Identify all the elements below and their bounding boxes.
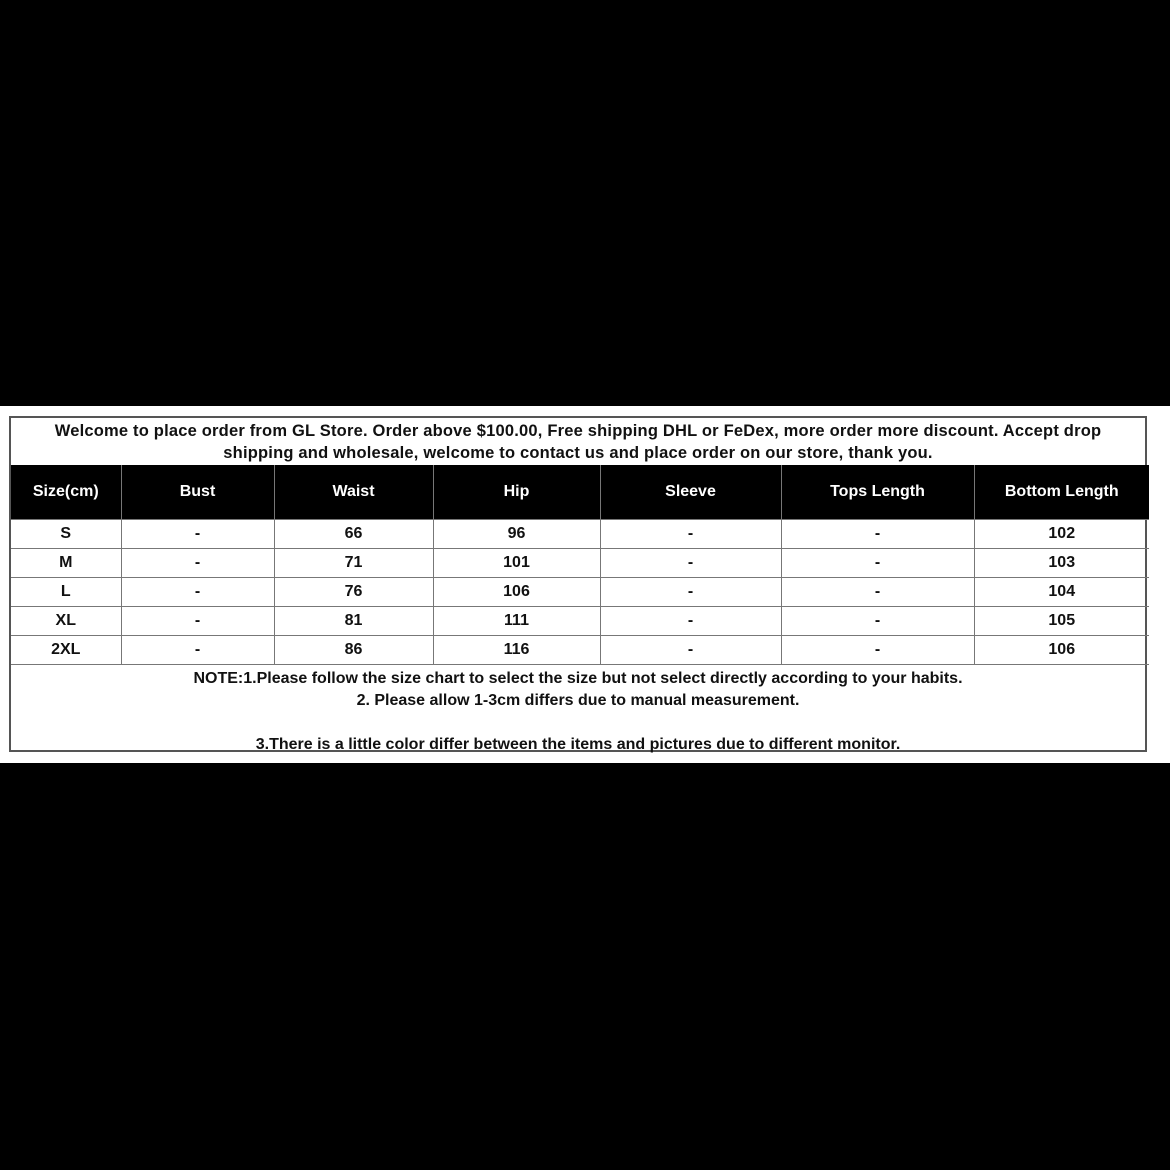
sleeve-cell: - (600, 549, 781, 578)
sleeve-cell: - (600, 520, 781, 549)
note-spacer (11, 712, 1145, 734)
notes-section (11, 668, 1145, 756)
bust-cell: - (121, 578, 274, 607)
bust-cell: - (121, 636, 274, 665)
sleeve-cell: - (600, 607, 781, 636)
column-header-hip: Hip (433, 465, 600, 520)
hip-cell: 96 (433, 520, 600, 549)
table-row (11, 607, 1149, 636)
bust-cell: - (121, 549, 274, 578)
column-header-sleeve: Sleeve (600, 465, 781, 520)
size-cell: S (11, 520, 121, 549)
note-2: 2. Please allow 1-3cm differs due to manual measurement. (356, 692, 800, 709)
table-header-row (11, 465, 1149, 520)
bust-cell: - (121, 520, 274, 549)
tops-length-cell: - (781, 549, 974, 578)
tops-length-cell: - (781, 607, 974, 636)
waist-cell: 66 (274, 520, 433, 549)
size-table (11, 465, 1149, 665)
tops-length-cell: - (781, 520, 974, 549)
sleeve-cell: - (600, 578, 781, 607)
bust-cell: - (121, 607, 274, 636)
table-row (11, 578, 1149, 607)
column-header-bottom-length: Bottom Length (974, 465, 1149, 520)
waist-cell: 81 (274, 607, 433, 636)
bottom-length-cell: 106 (974, 636, 1149, 665)
hip-cell: 116 (433, 636, 600, 665)
size-cell: 2XL (11, 636, 121, 665)
size-chart-panel (0, 406, 1170, 763)
column-header-bust: Bust (121, 465, 274, 520)
waist-cell: 71 (274, 549, 433, 578)
bottom-length-cell: 104 (974, 578, 1149, 607)
bottom-length-cell: 103 (974, 549, 1149, 578)
size-cell: XL (11, 607, 121, 636)
hip-cell: 111 (433, 607, 600, 636)
table-row (11, 549, 1149, 578)
hip-cell: 106 (433, 578, 600, 607)
table-row (11, 636, 1149, 665)
welcome-banner: Welcome to place order from GL Store. Order above $100.00, Free shipping DHL or FeDex, more order more discount. Accept drop shipping and wholesale, welcome to contact us and place order on our store, thank you. (54, 421, 1102, 462)
note-3: 3.There is a little color differ between the items and pictures due to different monitor. (255, 736, 901, 753)
note-1: NOTE:1.Please follow the size chart to select the size but not select directly according to your habits. (193, 670, 963, 687)
tops-length-cell: - (781, 636, 974, 665)
sleeve-cell: - (600, 636, 781, 665)
column-header-tops-length: Tops Length (781, 465, 974, 520)
column-header-size: Size(cm) (11, 465, 121, 520)
tops-length-cell: - (781, 578, 974, 607)
bottom-length-cell: 102 (974, 520, 1149, 549)
column-header-waist: Waist (274, 465, 433, 520)
waist-cell: 86 (274, 636, 433, 665)
size-chart-frame (9, 416, 1147, 752)
hip-cell: 101 (433, 549, 600, 578)
size-cell: L (11, 578, 121, 607)
size-cell: M (11, 549, 121, 578)
waist-cell: 76 (274, 578, 433, 607)
bottom-length-cell: 105 (974, 607, 1149, 636)
table-row (11, 520, 1149, 549)
